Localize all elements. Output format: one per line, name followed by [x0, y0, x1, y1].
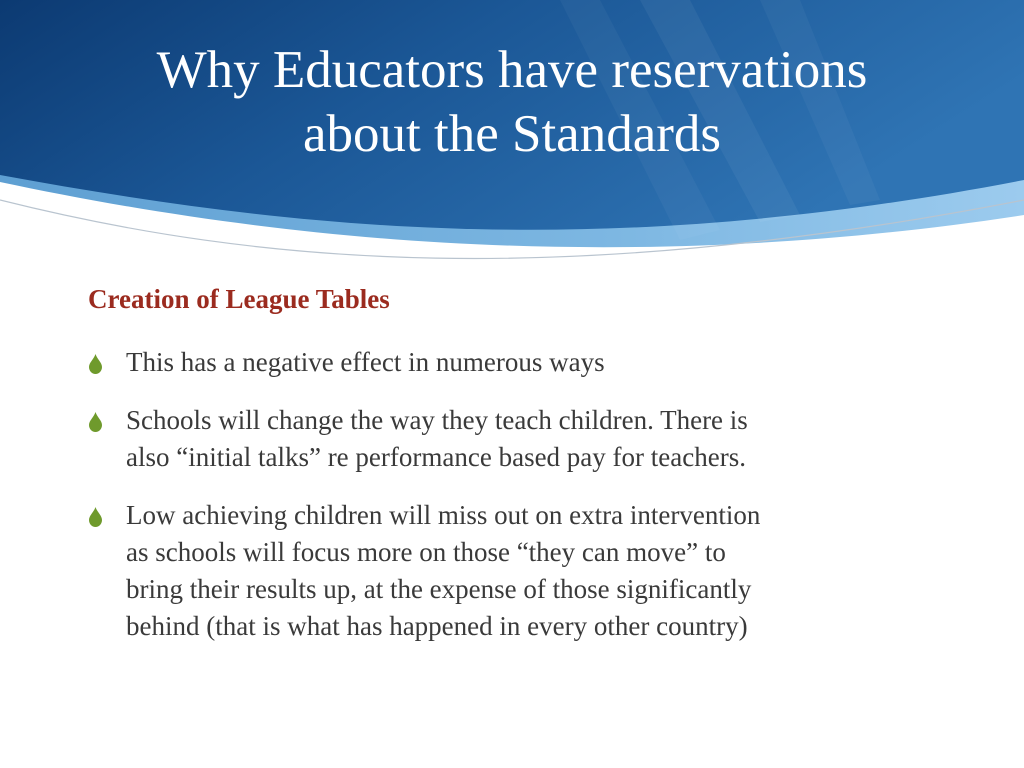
droplet-icon — [88, 412, 103, 432]
bullet-text-line: Schools will change the way they teach children. There is — [126, 405, 748, 435]
section-subtitle: Creation of League Tables — [88, 284, 390, 314]
bullet-list — [88, 344, 918, 666]
bullet-item — [88, 402, 918, 476]
title-line: about the Standards — [302, 105, 722, 163]
bullet-text-line: also “initial talks” re performance based pay for teachers. — [126, 442, 746, 472]
bullet-text: This has a negative effect in numerous ways — [126, 347, 605, 377]
bullet-text-line: Low achieving children will miss out on extra intervention — [126, 500, 761, 530]
title-line: Why Educators have reservations — [156, 41, 868, 99]
slide-title — [60, 38, 964, 166]
bullet-text-line: as schools will focus more on those “they can move” to — [126, 537, 726, 567]
bullet-item — [88, 497, 918, 645]
droplet-icon — [88, 507, 103, 527]
bullet-item — [88, 344, 918, 381]
droplet-icon — [88, 354, 103, 374]
bullet-text-line: behind (that is what has happened in every other country) — [126, 611, 748, 641]
bullet-text-line: bring their results up, at the expense of those significantly — [126, 574, 752, 604]
